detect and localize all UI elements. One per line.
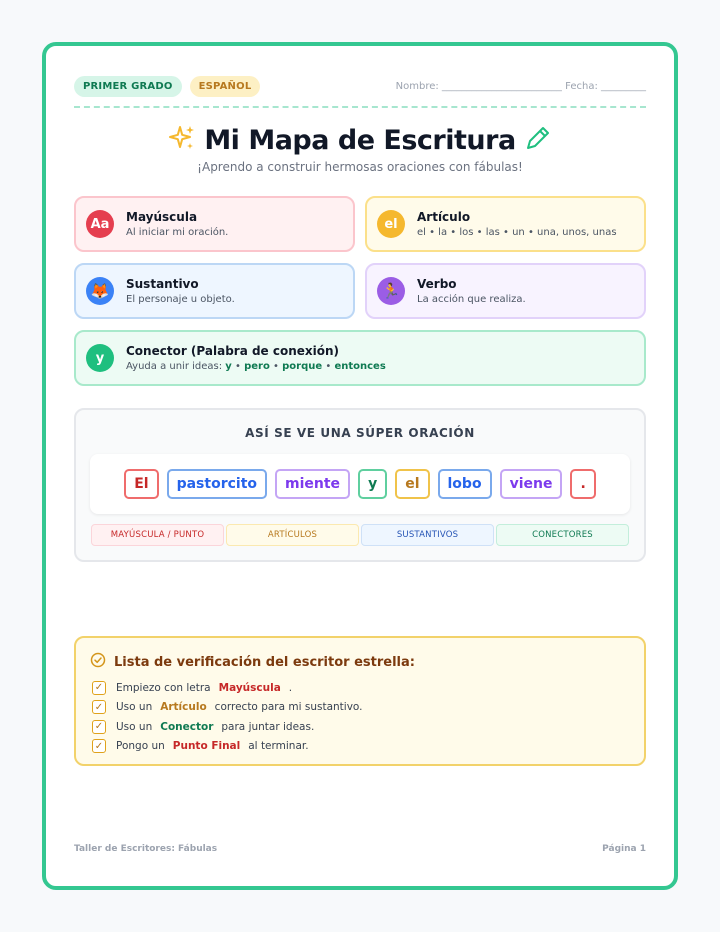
sentence-word: viene (500, 469, 563, 499)
checklist-items (92, 678, 363, 756)
legend-item: CONECTORES (496, 524, 629, 546)
card-articulo (365, 196, 646, 252)
item-text: Pongo un (116, 740, 165, 753)
date-field[interactable]: Fecha: _________ (565, 80, 646, 92)
card-title: Sustantivo (126, 277, 199, 291)
item-text: correcto para mi sustantivo. (214, 701, 363, 714)
legend-item: MAYÚSCULA / PUNTO (91, 524, 224, 546)
item-highlight: Punto Final (172, 740, 241, 753)
example-title: ASÍ SE VE UNA SÚPER ORACIÓN (245, 426, 475, 440)
card-title: Artículo (417, 210, 471, 224)
color-legend (90, 524, 630, 546)
sentence-word: miente (275, 469, 350, 499)
checkbox[interactable]: ✓ (92, 739, 106, 753)
title-row (74, 120, 646, 160)
checklist-header (90, 652, 415, 672)
page-number: Página 1 (602, 844, 646, 854)
item-highlight: Conector (160, 720, 214, 733)
running-person-icon: 🏃 (377, 277, 405, 305)
checklist-item (92, 737, 363, 757)
sentence-word: lobo (438, 469, 492, 499)
card-description (126, 361, 386, 372)
item-text: Empiezo con letra (116, 681, 211, 694)
checklist-item (92, 717, 363, 737)
checkbox[interactable]: ✓ (92, 681, 106, 695)
card-sustantivo (74, 263, 355, 319)
item-highlight: Artículo (160, 701, 207, 714)
page-footer (74, 844, 646, 854)
sentence-word: el (395, 469, 429, 499)
check-circle-icon (90, 652, 106, 672)
checklist-item (92, 678, 363, 698)
checklist-title: Lista de verificación del escritor estrella: (114, 654, 415, 670)
sentence-word: El (124, 469, 158, 499)
name-field[interactable]: Nombre: ________________________ (395, 80, 562, 92)
card-title: Mayúscula (126, 210, 198, 224)
article-icon: el (377, 210, 405, 238)
connector-word: porque (282, 361, 323, 372)
legend-item: ARTÍCULOS (226, 524, 359, 546)
connector-separator: • (273, 361, 279, 372)
subject-badge: ESPAÑOL (190, 76, 261, 97)
connector-word: pero (244, 361, 270, 372)
card-conector (74, 330, 646, 386)
footer-left: Taller de Escritores: Fábulas (74, 844, 218, 854)
fox-icon: 🦊 (86, 277, 114, 305)
page-title: Mi Mapa de Escritura (204, 124, 516, 156)
legend-item: SUSTANTIVOS (361, 524, 494, 546)
card-description: La acción que realiza. (417, 294, 526, 305)
connector-separator: • (325, 361, 332, 372)
checkbox[interactable]: ✓ (92, 700, 106, 714)
item-text: al terminar. (248, 740, 309, 753)
checkbox[interactable]: ✓ (92, 720, 106, 734)
card-description: El personaje u objeto. (126, 294, 235, 305)
worksheet-content (74, 46, 646, 886)
item-text: Uso un (116, 701, 153, 714)
item-text: para juntar ideas. (221, 720, 315, 733)
card-description: Al iniciar mi oración. (126, 227, 229, 238)
connector-word: entonces (334, 361, 386, 372)
card-verbo (365, 263, 646, 319)
connector-prefix: Ayuda a unir ideas: (126, 361, 223, 372)
card-title: Conector (Palabra de conexión) (126, 344, 340, 358)
header-bar (74, 74, 646, 98)
pencil-icon (524, 124, 552, 156)
item-text: . (288, 681, 293, 694)
page-subtitle: ¡Aprendo a construir hermosas oraciones con fábulas! (197, 160, 523, 174)
card-title: Verbo (417, 277, 457, 291)
card-mayuscula (74, 196, 355, 252)
checklist-panel (74, 636, 646, 766)
item-highlight: Mayúscula (218, 681, 281, 694)
name-date-line (396, 81, 646, 92)
card-description: el • la • los • las • un • una, unos, unas (417, 227, 617, 238)
sentence-word: . (570, 469, 595, 499)
capital-letters-icon: Aa (86, 210, 114, 238)
checklist-item (92, 698, 363, 718)
connector-separator: • (235, 361, 241, 372)
item-text: Uso un (116, 720, 153, 733)
sparkles-icon (168, 124, 196, 156)
sentence-word: pastorcito (167, 469, 267, 499)
connector-icon: y (86, 344, 114, 372)
connector-word: y (225, 361, 232, 372)
worksheet-frame (42, 42, 678, 890)
grade-badge: PRIMER GRADO (74, 76, 182, 97)
sentence-box (90, 454, 630, 514)
sentence-word: y (358, 469, 387, 499)
header-divider (74, 106, 646, 108)
example-sentence-panel (74, 408, 646, 562)
